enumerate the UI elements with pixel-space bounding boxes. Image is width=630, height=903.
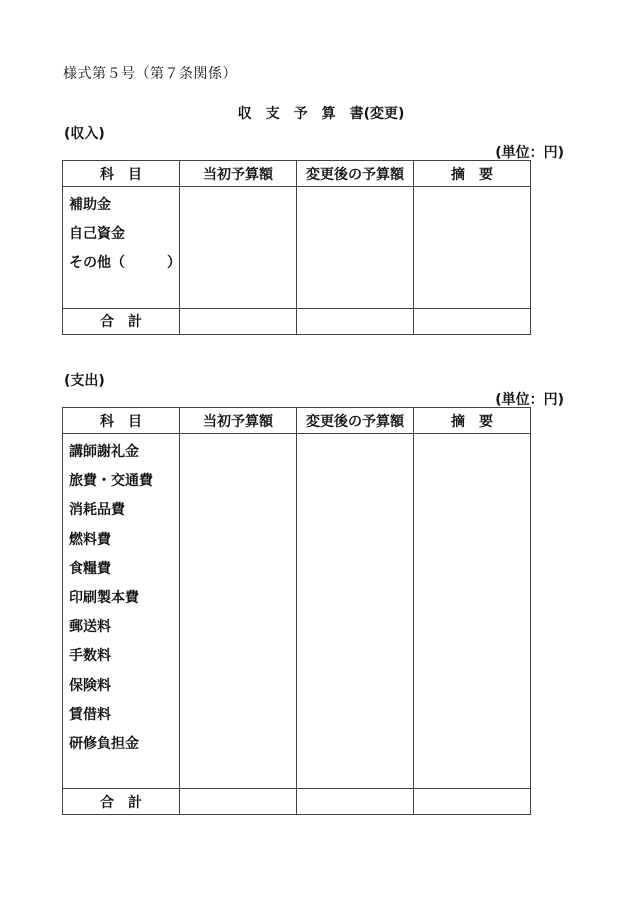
expense-unit-label: (単位：円) [495,392,564,408]
income-total-row [63,308,531,334]
expense-item: 燃料費 [69,531,111,548]
header-initial-budget: 当初予算額 [180,408,297,434]
expense-total-initial-cell[interactable] [180,789,297,815]
income-revised-amount-cell[interactable] [297,187,414,309]
income-total-revised-cell[interactable] [297,308,414,334]
income-initial-amount-cell[interactable] [180,187,297,309]
expense-item: 食糧費 [69,560,111,577]
income-items-cell [63,187,180,309]
expense-item: 消耗品費 [69,502,125,519]
expense-items-cell [63,434,180,789]
income-item [69,279,179,308]
expense-table [62,407,531,815]
form-number: 様式第５号（第７条関係） [63,66,237,82]
income-total-remarks-cell[interactable] [414,308,531,334]
expense-item: 印刷製本費 [69,589,139,606]
expense-total-revised-cell[interactable] [297,789,414,815]
income-remarks-cell[interactable] [414,187,531,309]
expense-item: 保険料 [69,677,111,694]
document-title: 収 支 予 算 書(変更) [237,106,405,122]
income-unit-label: (単位：円) [495,145,564,161]
expense-item: 旅費・交通費 [69,473,153,490]
expense-item: 郵送料 [69,619,111,636]
expense-item: 研修負担金 [69,735,139,752]
income-table [62,160,531,335]
expense-item: 賃借料 [69,706,111,723]
income-items-row [63,187,531,309]
income-section-label: (収入) [64,126,105,142]
income-item: 自己資金 [69,226,125,243]
income-item: 補助金 [69,197,111,213]
header-remarks: 摘 要 [414,161,531,187]
income-item: その他（ ） [69,255,181,272]
header-account: 科 目 [63,161,180,187]
expense-item: 手数料 [69,648,111,665]
header-remarks: 摘 要 [414,408,531,434]
expense-header-row [63,408,531,434]
expense-initial-amount-cell[interactable] [180,434,297,789]
income-total-label: 合 計 [63,308,180,334]
expense-section-label: (支出) [64,373,105,389]
expense-remarks-cell[interactable] [414,434,531,789]
header-initial-budget: 当初予算額 [180,161,297,187]
expense-total-row [63,789,531,815]
expense-total-label: 合 計 [63,789,180,815]
income-total-initial-cell[interactable] [180,308,297,334]
expense-item: 講師謝礼金 [69,444,139,460]
header-account: 科 目 [63,408,180,434]
expense-revised-amount-cell[interactable] [297,434,414,789]
header-revised-budget: 変更後の予算額 [297,408,414,434]
expense-items-row [63,434,531,789]
income-header-row [63,161,531,187]
header-revised-budget: 変更後の予算額 [297,161,414,187]
expense-total-remarks-cell[interactable] [414,789,531,815]
expense-item [69,759,179,788]
